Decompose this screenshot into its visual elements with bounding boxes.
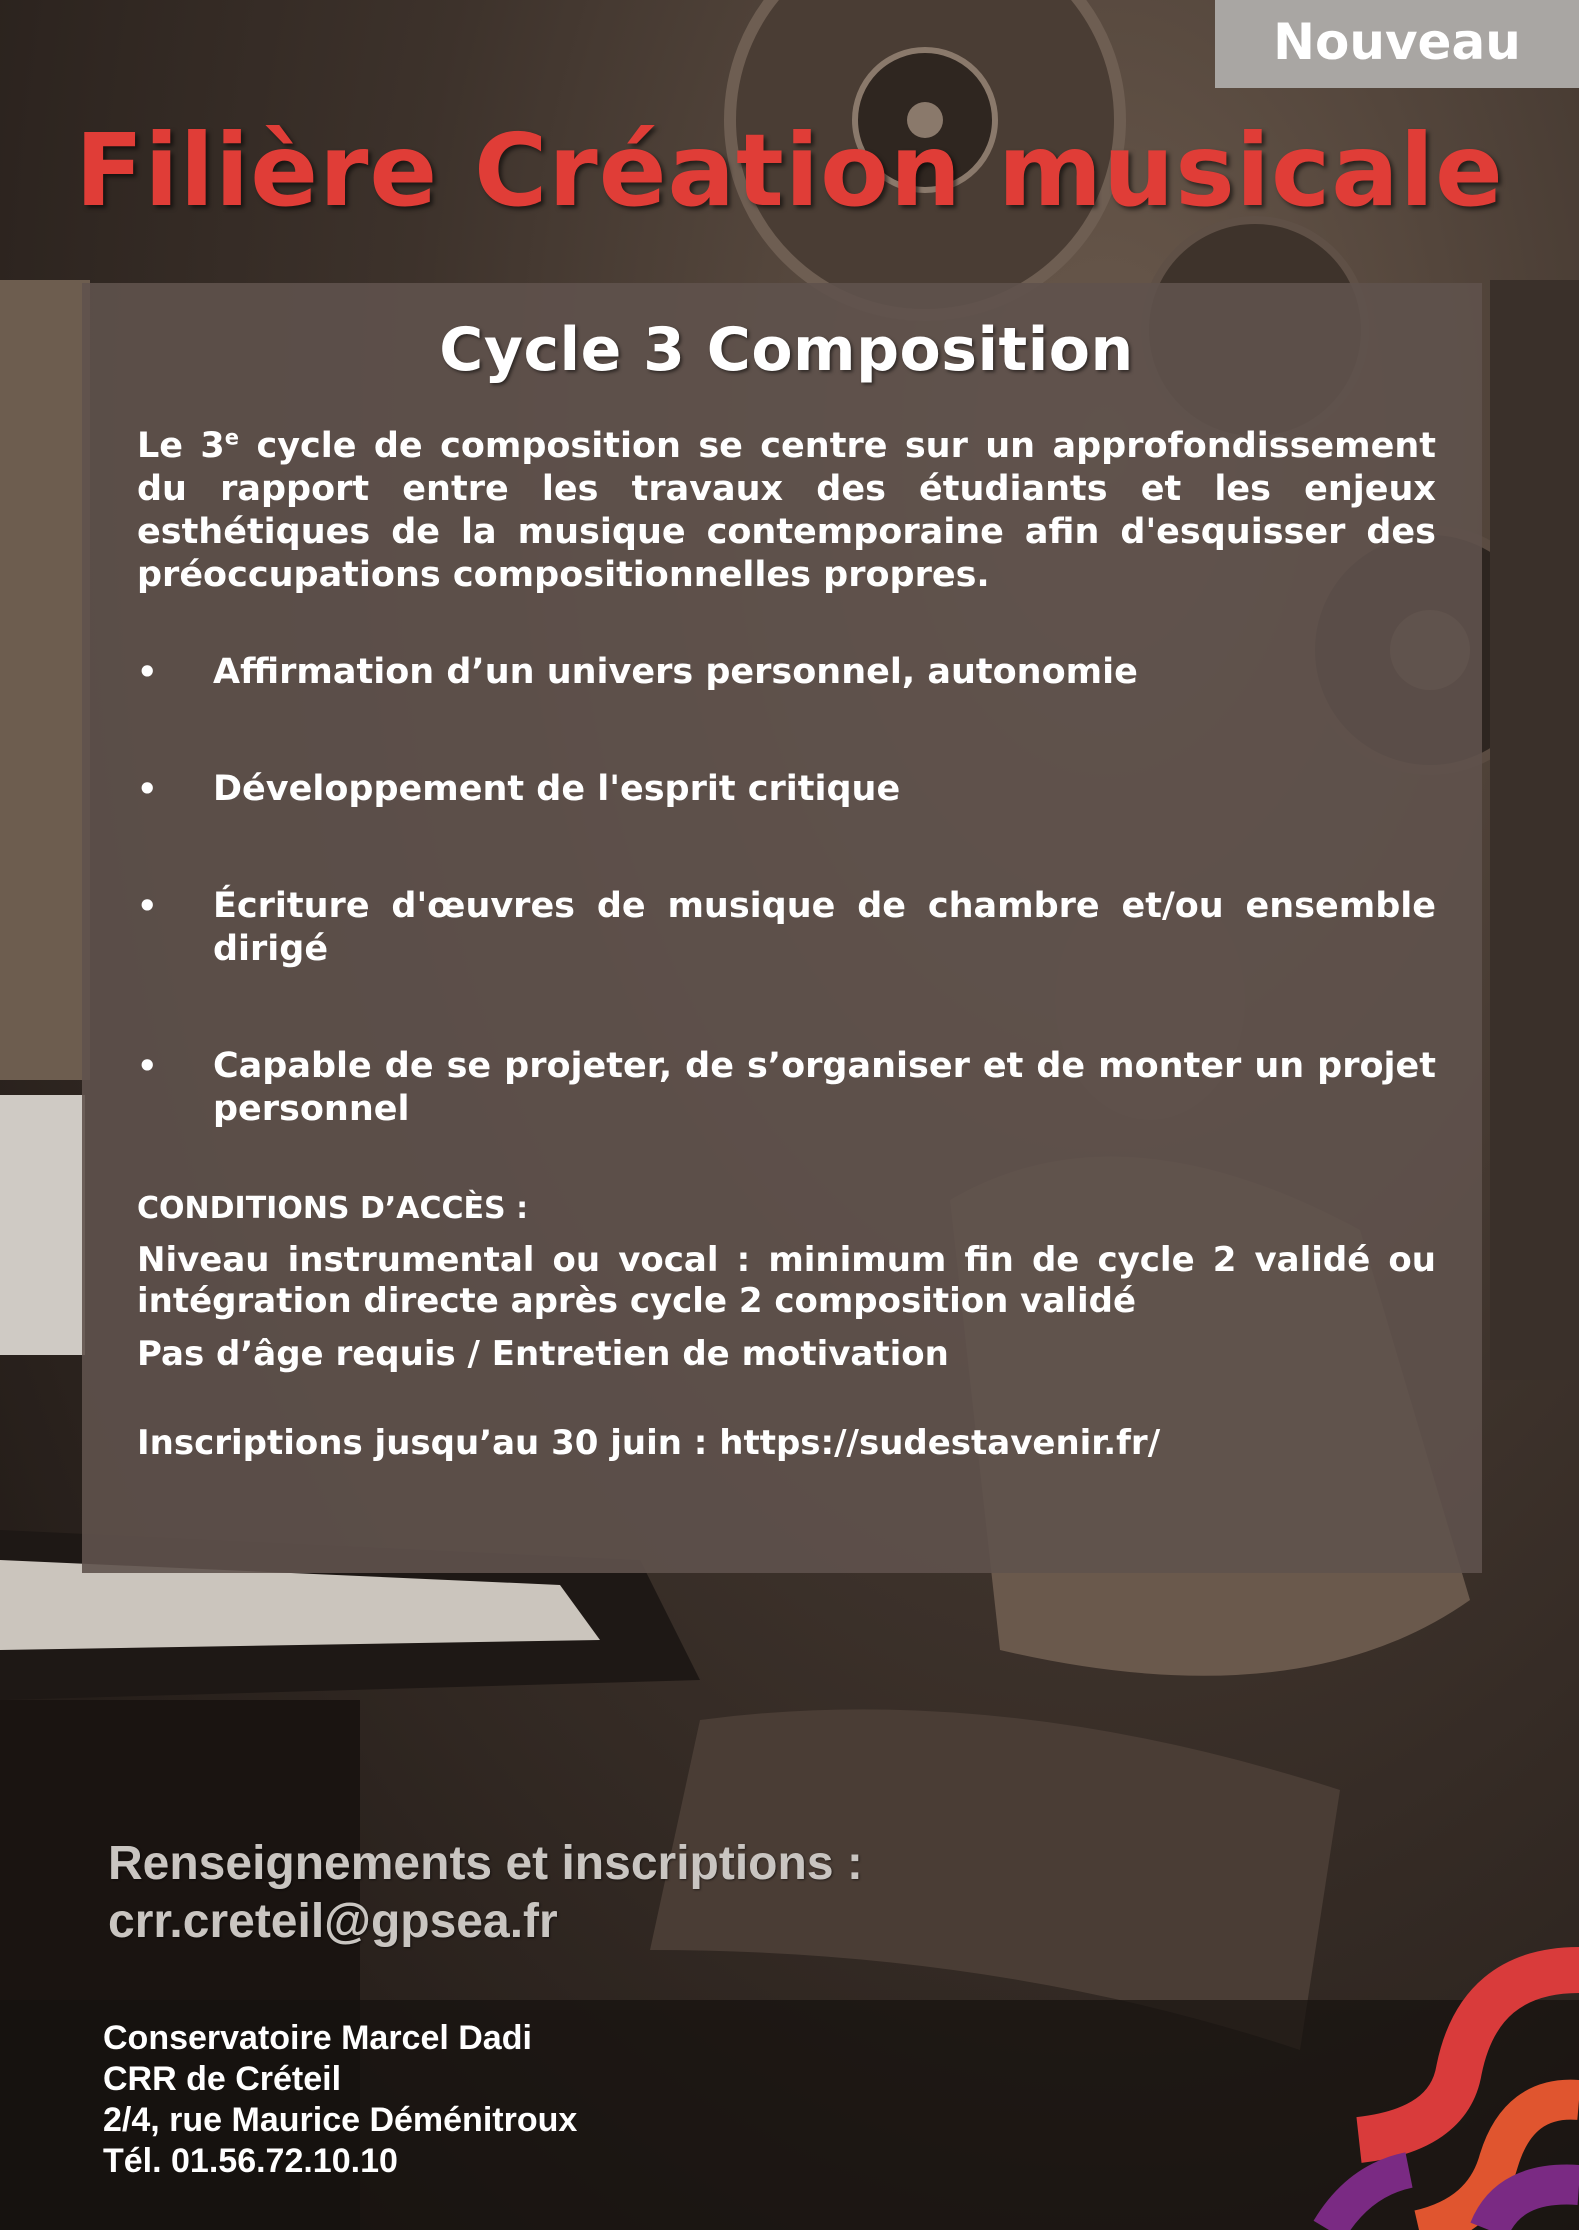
contact-block bbox=[108, 1835, 863, 1951]
address-line-3: 2/4, rue Maurice Déménitroux bbox=[103, 2101, 578, 2139]
list-item-text: Écriture d'œuvres de musique de chambre et/ou ensemble dirigé bbox=[213, 886, 1436, 969]
conditions-heading: CONDITIONS D’ACCÈS : bbox=[137, 1191, 529, 1226]
list-item-text: Affirmation d’un univers personnel, autonomie bbox=[213, 652, 1138, 692]
conditions-text: Niveau instrumental ou vocal : minimum fin de cycle 2 validé ou intégration directe après cycle 2 composition validé bbox=[137, 1240, 1436, 1321]
bullet-dot-icon: • bbox=[137, 1047, 158, 1085]
page-title: Filière Création musicale bbox=[75, 112, 1504, 229]
contact-email[interactable]: crr.creteil@gpsea.fr bbox=[108, 1895, 558, 1948]
address-line-1: Conservatoire Marcel Dadi bbox=[103, 2019, 532, 2057]
bullet-dot-icon: • bbox=[137, 770, 158, 808]
address-line-4: Tél. 01.56.72.10.10 bbox=[103, 2142, 398, 2180]
address-block bbox=[103, 2018, 577, 2182]
swirl-logo-icon bbox=[1299, 1930, 1579, 2230]
conditions-extra: Pas d’âge requis / Entretien de motivation bbox=[137, 1334, 949, 1374]
contact-label: Renseignements et inscriptions : bbox=[108, 1837, 863, 1890]
new-badge: Nouveau bbox=[1215, 0, 1579, 88]
bullet-dot-icon: • bbox=[137, 653, 158, 691]
content-panel bbox=[82, 283, 1482, 1573]
inscriptions-deadline: Inscriptions jusqu’au 30 juin : https://sudestavenir.fr/ bbox=[137, 1423, 1161, 1463]
intro-paragraph bbox=[137, 425, 1436, 597]
objectives-list bbox=[137, 651, 1436, 1131]
intro-superscript: e bbox=[224, 425, 240, 450]
list-item bbox=[137, 651, 1436, 694]
address-line-2: CRR de Créteil bbox=[103, 2060, 342, 2098]
intro-rest: cycle de composition se centre sur un approfondissement du rapport entre les travaux des étudiants et les enjeux esthétiques de la musique contemporaine afin d'esquisser des préoccupations compositionnelles propres. bbox=[137, 426, 1437, 595]
list-item bbox=[137, 768, 1436, 811]
list-item-text: Capable de se projeter, de s’organiser et de monter un projet personnel bbox=[213, 1046, 1436, 1129]
list-item bbox=[137, 1045, 1436, 1131]
intro-prefix: Le 3 bbox=[137, 426, 225, 466]
bullet-dot-icon: • bbox=[137, 887, 158, 925]
list-item bbox=[137, 885, 1436, 971]
list-item-text: Développement de l'esprit critique bbox=[213, 769, 901, 809]
cycle-subtitle: Cycle 3 Composition bbox=[439, 315, 1134, 385]
